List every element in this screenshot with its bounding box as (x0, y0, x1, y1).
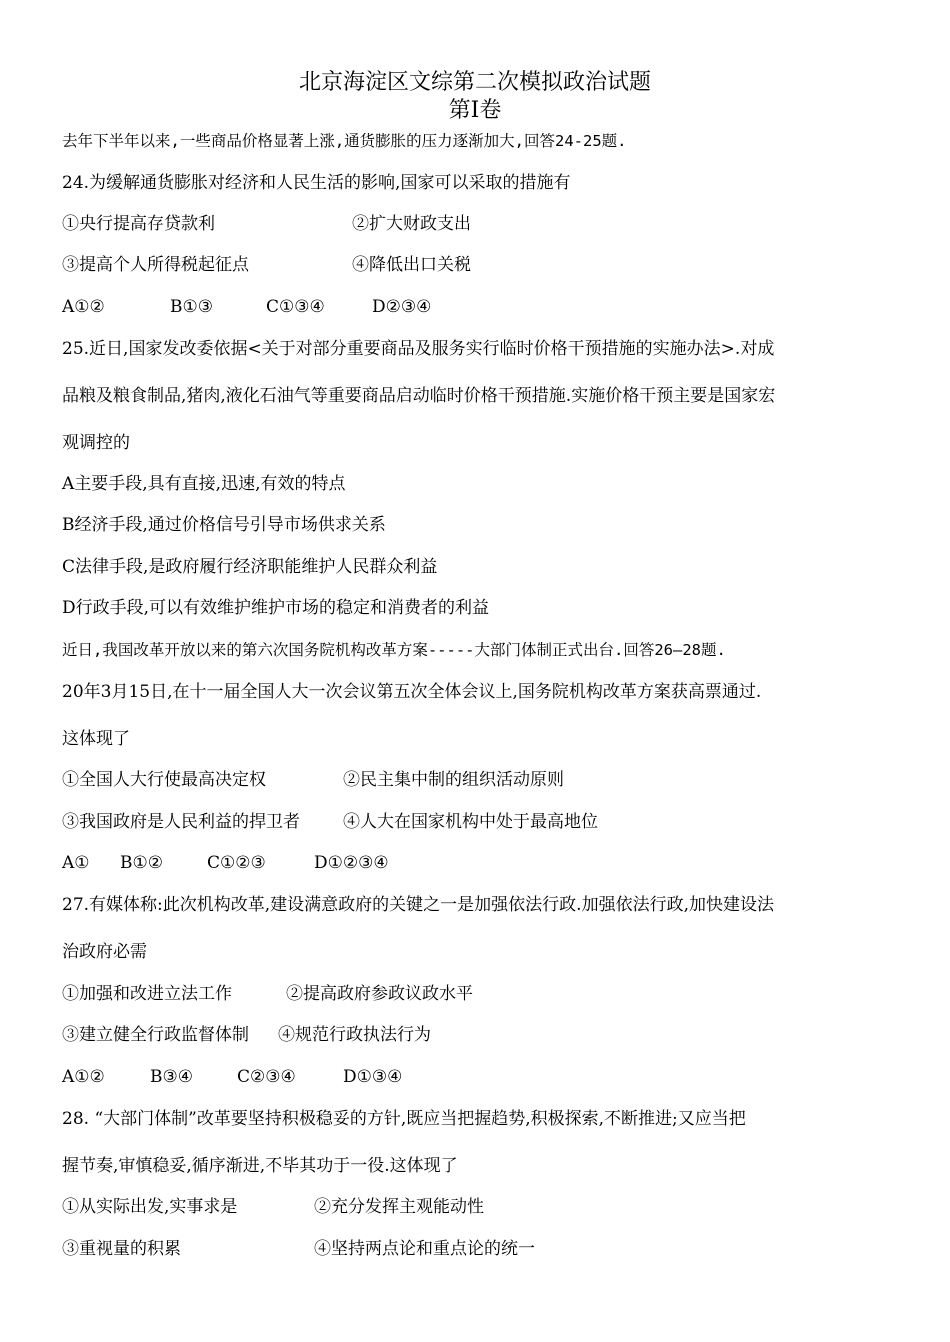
q24-option-2: ②扩大财政支出 (352, 214, 471, 234)
q26-stem-line-1: 20年3月15日,在十一届全国人大一次会议第五次全体会议上,国务院机构改革方案获高票通过. (62, 682, 762, 702)
page-subtitle: 第I卷 (448, 98, 502, 123)
q25-option-b: B经济手段,通过价格信号引导市场供求关系 (62, 515, 386, 535)
q26-stem-line-2: 这体现了 (62, 729, 130, 749)
q26-choice-d: D①②③④ (314, 853, 389, 873)
q25-stem-line-3: 观调控的 (62, 433, 130, 453)
q26-option-2: ②民主集中制的组织活动原则 (343, 770, 564, 790)
q26-choice-a: A① (62, 853, 90, 873)
q28-option-4: ④坚持两点论和重点论的统一 (314, 1239, 535, 1259)
q26-option-3: ③我国政府是人民利益的捍卫者 (62, 812, 300, 832)
q27-option-2: ②提高政府参政议政水平 (286, 984, 473, 1004)
q25-option-c: C法律手段,是政府履行经济职能维护人民群众利益 (62, 557, 438, 577)
q24-option-1: ①央行提高存贷款利 (62, 214, 215, 234)
q26-choice-c: C①②③ (207, 853, 266, 873)
q24-choice-b: B①③ (170, 297, 213, 317)
q24-option-4: ④降低出口关税 (352, 255, 471, 275)
q28-stem-line-1: 28. “大部门体制”改革要坚持积极稳妥的方针,既应当把握趋势,积极探索,不断推进;又应当把 (62, 1109, 746, 1129)
q24-option-3: ③提高个人所得税起征点 (62, 255, 249, 275)
intro-26-28: 近日,我国改革开放以来的第六次国务院机构改革方案-----大部门体制正式出台.回答26—28题. (62, 641, 726, 659)
q28-stem-line-2: 握节奏,审慎稳妥,循序渐进,不毕其功于一役.这体现了 (62, 1156, 458, 1176)
q27-option-4: ④规范行政执法行为 (278, 1025, 431, 1045)
q27-choice-c: C②③④ (237, 1067, 296, 1087)
q26-choice-b: B①② (120, 853, 163, 873)
q27-option-1: ①加强和改进立法工作 (62, 984, 232, 1004)
q24-stem: 24.为缓解通货膨胀对经济和人民生活的影响,国家可以采取的措施有 (62, 173, 571, 193)
q28-option-1: ①从实际出发,实事求是 (62, 1197, 238, 1217)
q27-option-3: ③建立健全行政监督体制 (62, 1025, 249, 1045)
q27-stem-line-1: 27.有媒体称:此次机构改革,建设满意政府的关键之一是加强依法行政.加强依法行政,加快建设法 (62, 895, 774, 915)
q24-choice-c: C①③④ (266, 297, 325, 317)
q28-option-2: ②充分发挥主观能动性 (314, 1197, 484, 1217)
intro-24-25: 去年下半年以来,一些商品价格显著上涨,通货膨胀的压力逐渐加大,回答24-25题. (62, 132, 627, 150)
page-title: 北京海淀区文综第二次模拟政治试题 (298, 70, 651, 95)
q24-choice-d: D②③④ (372, 297, 432, 317)
q25-option-d: D行政手段,可以有效维护维护市场的稳定和消费者的利益 (62, 598, 490, 618)
q27-choice-d: D①③④ (343, 1067, 403, 1087)
q26-option-4: ④人大在国家机构中处于最高地位 (343, 812, 598, 832)
q28-option-3: ③重视量的积累 (62, 1239, 181, 1259)
q27-choice-a: A①② (62, 1067, 105, 1087)
q25-stem-line-1: 25.近日,国家发改委依据<关于对部分重要商品及服务实行临时价格干预措施的实施办法>.对成 (62, 339, 775, 359)
q25-option-a: A主要手段,具有直接,迅速,有效的特点 (62, 474, 346, 494)
q24-choice-a: A①② (62, 297, 105, 317)
q25-stem-line-2: 品粮及粮食制品,猪肉,液化石油气等重要商品启动临时价格干预措施.实施价格干预主要是国家宏 (62, 386, 776, 406)
q26-option-1: ①全国人大行使最高决定权 (62, 770, 266, 790)
q27-stem-line-2: 治政府必需 (62, 942, 147, 962)
q27-choice-b: B③④ (150, 1067, 193, 1087)
